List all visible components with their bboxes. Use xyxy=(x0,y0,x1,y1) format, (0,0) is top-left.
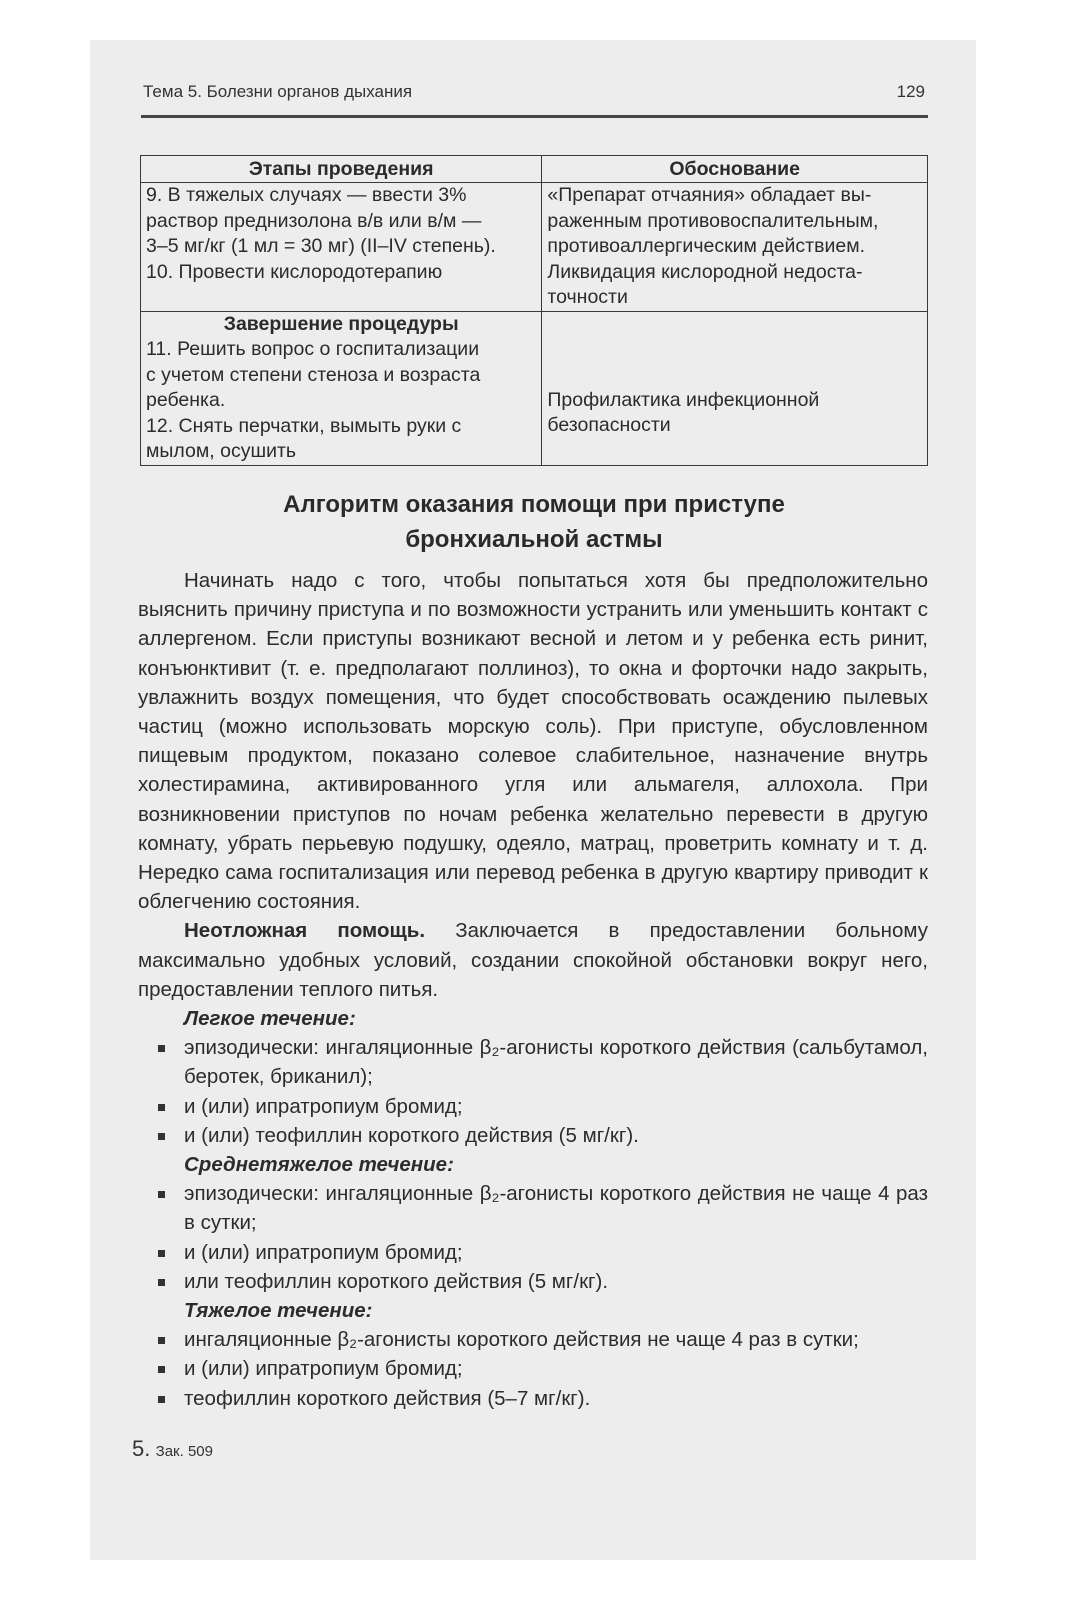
subsection-heading: Среднетяжелое течение: xyxy=(184,1153,454,1177)
cell-line: ребенка. xyxy=(146,389,226,411)
list-item-text: теофиллин короткого действия (5–7 мг/кг). xyxy=(184,1386,591,1410)
list-item xyxy=(138,1121,928,1150)
list-item-text: эпизодически: ингаляционные β₂-агонисты короткого действия не чаще 4 раз в сутки; xyxy=(184,1182,928,1235)
procedure-table xyxy=(140,155,928,466)
list-item-text: и (или) теофиллин короткого действия (5 мг/кг). xyxy=(184,1123,639,1147)
paragraph xyxy=(138,916,928,1004)
subsection-heading: Легкое течение: xyxy=(184,1007,356,1031)
cell-line: безопасности xyxy=(547,414,671,436)
list-item xyxy=(138,1179,928,1237)
section-title xyxy=(140,487,928,557)
section-title-line: бронхиальной астмы xyxy=(405,526,663,553)
bullet-icon xyxy=(158,1133,165,1140)
bullet-icon xyxy=(158,1366,165,1373)
cell-line: точности xyxy=(547,286,628,308)
cell-line: противоаллергическим действием. xyxy=(547,235,866,257)
list-item xyxy=(138,1384,928,1413)
list-item-text: и (или) ипратропиум бромид; xyxy=(184,1094,463,1118)
bullet-list xyxy=(138,1179,928,1296)
cell-line: раствор преднизолона в/в или в/м — xyxy=(146,209,482,232)
list-item-text: ингаляционные β₂-агонисты короткого действия не чаще 4 раз в сутки; xyxy=(184,1328,859,1352)
cell-line: мылом, осушить xyxy=(146,440,297,462)
header-title: Тема 5. Болезни органов дыхания xyxy=(143,82,413,101)
cell-line: Ликвидация кислородной недоста- xyxy=(547,260,863,283)
list-item-text: эпизодически: ингаляционные β₂-агонисты короткого действия (сальбутамол, беротек, бриканил); xyxy=(184,1036,928,1089)
bullet-icon xyxy=(158,1104,165,1111)
table-row xyxy=(141,183,928,312)
bullet-icon xyxy=(158,1337,165,1344)
bullet-icon xyxy=(158,1191,165,1198)
cell-line: 11. Решить вопрос о госпитализации xyxy=(146,338,480,360)
table-row xyxy=(141,311,928,465)
paragraph-lead: Неотложная помощь. xyxy=(184,919,426,943)
cell-line: 10. Провести кислородотерапию xyxy=(146,260,443,283)
signature-mark: 5. xyxy=(132,1436,151,1461)
page-number: 129 xyxy=(896,82,925,101)
bullet-list xyxy=(138,1325,928,1413)
cell-line: с учетом степени стеноза и возраста xyxy=(146,363,481,386)
body-text xyxy=(138,566,928,1413)
table-header-row xyxy=(141,156,928,183)
cell-line: 12. Снять перчатки, вымыть руки с xyxy=(146,414,462,437)
table-cell-stages xyxy=(141,311,542,465)
bullet-icon xyxy=(158,1045,165,1052)
list-item xyxy=(138,1354,928,1383)
cell-line: «Препарат отчаяния» обладает вы- xyxy=(547,184,872,206)
col-header-stages: Этапы проведения xyxy=(141,156,542,183)
cell-line: раженным противовоспалительным, xyxy=(547,209,879,232)
list-item-text: или теофиллин короткого действия (5 мг/кг). xyxy=(184,1269,609,1293)
section-title-line: Алгоритм оказания помощи при приступе xyxy=(283,491,785,518)
list-item xyxy=(138,1325,928,1354)
cell-line: 9. В тяжелых случаях — ввести 3% xyxy=(146,184,467,206)
bullet-icon xyxy=(158,1250,165,1257)
list-item-text: и (или) ипратропиум бромид; xyxy=(184,1240,463,1264)
running-header xyxy=(141,82,927,112)
paragraph: Начинать надо с того, чтобы попытаться хотя бы предположительно выяснить причину приступа и по возможности устранить или уменьшить контакт с аллергеном. Если приступы возникают весной и летом и у ребенка есть ринит, конъюнктивит (т. е. предполагают поллиноз), то окна и форточки надо закрыть, увлажнить воздух помещения, что будет способствовать осаждению пылевых частиц (можно использовать морскую соль). При приступе, обусловленном пищевым продуктом, показано солевое слабительное, назначение внутрь холестирамина, активированного угля или альмагеля, аллохола. При возникновении приступов по ночам ребенка желательно перевести в другую комнату, убрать перьевую подушку, одеяло, матрац, проветрить комнату и т. д. Нередко сама госпитализация или перевод ребенка в другую квартиру приводит к облегчению состояния. xyxy=(138,569,928,914)
table-subheading: Завершение процедуры xyxy=(223,312,459,335)
page-footer xyxy=(132,1436,213,1462)
bullet-list xyxy=(138,1033,928,1150)
col-header-rationale: Обоснование xyxy=(542,156,928,183)
table-cell-rationale xyxy=(542,311,928,465)
table-cell-rationale xyxy=(542,183,928,312)
table-cell-stages xyxy=(141,183,542,312)
list-item-text: и (или) ипратропиум бромид; xyxy=(184,1357,463,1381)
order-number: Зак. 509 xyxy=(155,1443,213,1460)
list-item xyxy=(138,1267,928,1296)
subsection-heading: Тяжелое течение: xyxy=(184,1299,373,1323)
cell-line: 3–5 мг/кг (1 мл = 30 мг) (II–IV степень). xyxy=(146,235,496,257)
list-item xyxy=(138,1238,928,1267)
list-item xyxy=(138,1092,928,1121)
header-rule xyxy=(141,115,928,118)
list-item xyxy=(138,1033,928,1091)
bullet-icon xyxy=(158,1279,165,1286)
paragraph-text: Заключается в предоставлении больному максимально удобных условий, создании спокойной обстановки вокруг него, предоставлении теплого питья. xyxy=(138,919,928,1001)
bullet-icon xyxy=(158,1396,165,1403)
cell-line: Профилактика инфекционной xyxy=(547,388,820,411)
